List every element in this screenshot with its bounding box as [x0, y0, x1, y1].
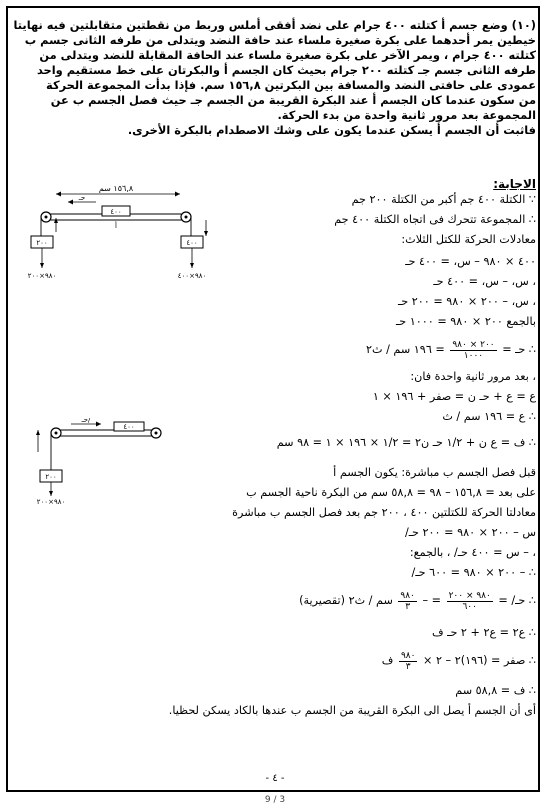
- page-number: - ٤ -: [265, 773, 285, 784]
- problem-line-7: المجموعة بعد مرور ثانية واحدة من بدء الحركة.: [277, 108, 536, 122]
- fig1-weight-left: ٩٨٠×٢٠٠: [27, 272, 57, 280]
- problem-line-8: فاثبت أن الجسم أ يسكن عندما يكون على وشك الاصطدام بالبكرة الأخرى.: [127, 123, 536, 137]
- fig1-label-a: أ: [115, 222, 117, 230]
- answer-substitution-line: ∴ صفر = (١٩٦)٢ – ٢ × $\frac{٩٨٠}{٣}$ ف: [381, 650, 536, 672]
- svg-text:٤٠٠: ٤٠٠: [123, 423, 135, 431]
- answer-eq-after-1: س – ٢٠٠ × ٩٨٠ = ٢٠٠ حـ/: [405, 526, 536, 539]
- fig2-weight: ٩٨٠×٢٠٠: [36, 498, 66, 506]
- answer-line-2: ∴ المجموعة تتحرك فى اتجاه الكتلة ٤٠٠ جم: [334, 213, 536, 226]
- answer-decel-line: ∴ حـ/ = $\frac{٩٨٠ \times ٢٠٠}{٦٠٠}$ = – $\frac{٩٨٠}{٣}$ سم / ث٢ (تقصيرية): [299, 590, 536, 612]
- answer-before-separation: قبل فصل الجسم ب مباشرة: يكون الجسم أ: [333, 466, 536, 479]
- answer-velocity-result: ∴ ع = ١٩٦ سم / ث: [442, 410, 536, 423]
- answer-eq-sum: بالجمع ٢٠٠ × ٩٨٠ = ١٠٠٠ حـ: [396, 315, 536, 328]
- answer-heading: الاجابة:: [493, 177, 536, 191]
- problem-line-6: من سكون عندما كان الجسم أ عند البكرة القريبة من الجسم جـ حيث فصل الجسم ب عن: [50, 93, 536, 107]
- svg-text:٢٠٠: ٢٠٠: [45, 473, 57, 481]
- answer-velocity-eq: ع = ع + حـ ن = صفر + ١٩٦ × ١: [372, 390, 536, 403]
- problem-line-2: خيطين يمر أحدهما على بكرة صغيرة ملساء عند حافة النضد ويتدلى من طرفه الثانى جسم ب: [24, 33, 536, 47]
- fig1-accel-label: حـ: [78, 194, 86, 202]
- answer-after-one-second: ، بعد مرور ثانية واحدة فان:: [410, 370, 536, 383]
- problem-line-5: عمودى على حافتى النضد والمسافة بين البكرتين ١٥٦,٨ سم. فإذا بدأت المجموعة الحركة: [46, 78, 536, 92]
- answer-final-distance: ∴ ف = ٥٨,٨ سم: [455, 684, 536, 697]
- problem-line-1: (١٠) وضع جسم أ كتلته ٤٠٠ جرام على نضد أفقى أملس وربط من نقطتين متقابلتين فيه نهايتا: [13, 18, 536, 32]
- answer-eq-2: ، س، – س، = ٤٠٠ حـ: [433, 275, 536, 288]
- answer-eq-after-3: ∴ – ٢٠٠ × ٩٨٠ = ٦٠٠ حـ/: [411, 566, 536, 579]
- answer-kinematic-eq: ∴ ع٢ = ع٢ + ٢ حـ ف: [432, 626, 536, 639]
- answer-distance-line: ∴ ف = ع ن + ١/٢ حـ ن٢ = ١/٢ × ١٩٦ × ١ = ٩٨ سم: [276, 436, 536, 449]
- answer-eq-after-2: ، – س = ٤٠٠ حـ/ ، بالجمع:: [409, 546, 536, 559]
- answer-conclusion: أى أن الجسم أ يصل الى البكرة القريبة من الجسم ب عندها بالكاد يسكن لحظيا.: [168, 704, 536, 717]
- answer-line-1: ∵ الكتلة ٤٠٠ جم أكبر من الكتلة ٢٠٠ جم: [351, 193, 536, 206]
- svg-text:٤٠٠: ٤٠٠: [186, 239, 198, 247]
- fig2-accel-label: حـ/: [81, 418, 91, 424]
- svg-text:٤٠٠: ٤٠٠: [110, 208, 122, 216]
- answer-eq-1: ٤٠٠ × ٩٨٠ – س، = ٤٠٠ حـ: [405, 255, 536, 268]
- fig1-weight-right: ٩٨٠×٤٠٠: [177, 272, 207, 280]
- fig1-distance-label: ١٥٦,٨ سم: [98, 184, 134, 193]
- answer-distance-remaining: على بعد = ١٥٦,٨ – ٩٨ = ٥٨,٨ سم من البكرة ناحية الجسم ب: [246, 486, 536, 499]
- answer-line-3: معادلات الحركة للكتل الثلاث:: [401, 233, 536, 246]
- svg-text:٢٠٠: ٢٠٠: [36, 239, 48, 247]
- answer-eq-3: ، س، – ٢٠٠ × ٩٨٠ = ٢٠٠ حـ: [398, 295, 536, 308]
- answer-accel-line: ∴ حـ = $\frac{٢٠٠ \times ٩٨٠}{١٠٠٠}$ = ١٩٦ سم / ث٢: [365, 339, 536, 361]
- problem-line-4: طرفه الثانى جسم جـ كتلته ٢٠٠ جرام بحيث كان الجسم أ والبكرتان على خط مستقيم واحد: [36, 63, 536, 77]
- problem-line-3: كتلته ٤٠٠ جرام ، ويمر الآخر على بكرة صغيرة ملساء عند الحافة المقابلة للنضد ويتدلى من: [39, 48, 536, 62]
- page-count: 9 / 3: [264, 795, 286, 805]
- answer-after-separation-title: معادلتا الحركة للكتلتين ٤٠٠ ، ٢٠٠ جم بعد فصل الجسم ب مباشرة: [232, 506, 536, 519]
